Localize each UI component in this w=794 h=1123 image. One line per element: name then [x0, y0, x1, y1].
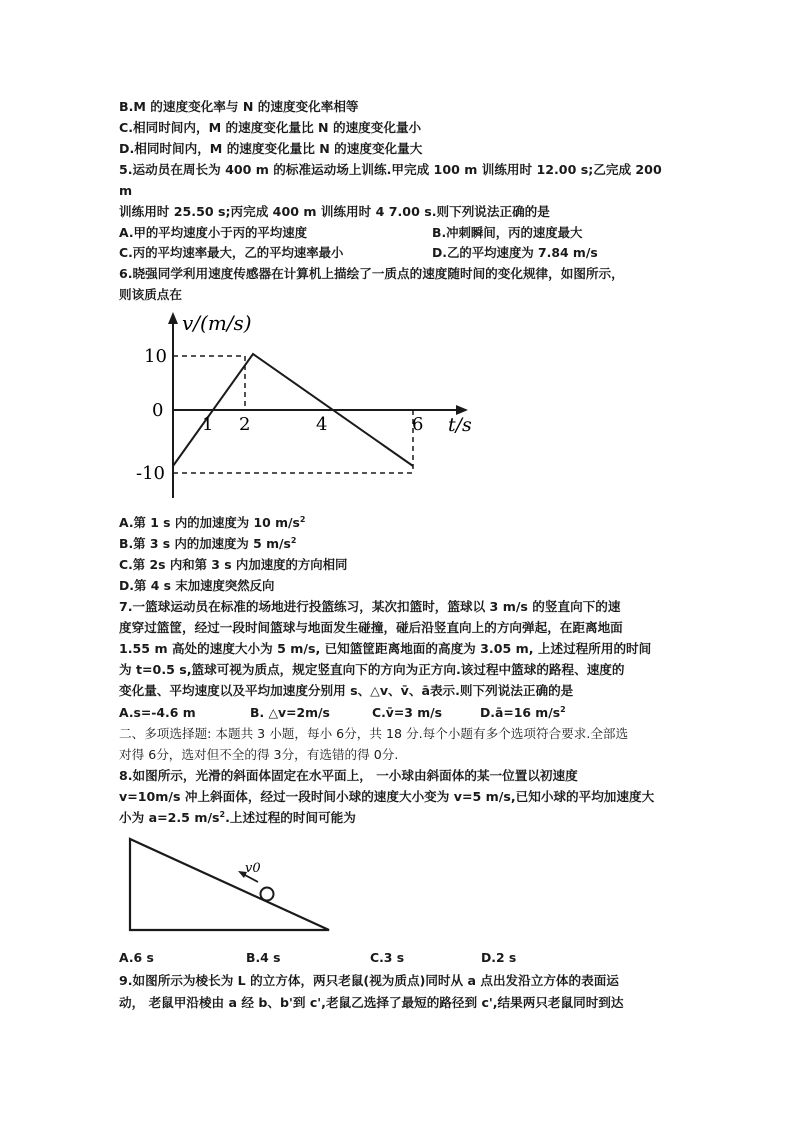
section2-line2: 对得 6分，选对但不全的得 3分，有选错的得 0分.: [119, 747, 399, 762]
x-tick-6: 6: [412, 414, 424, 435]
y-axis-arrow: [168, 312, 178, 324]
q6-option-a: A.第 1 s 内的加速度为 10 $m/s^2$: [119, 514, 306, 530]
q7-option-b: B. △v=2m/s: [250, 705, 330, 720]
x-tick-4: 4: [316, 414, 328, 435]
q6-option-b: B.第 3 s 内的加速度为 5 $m/s^2$: [119, 535, 297, 551]
q6-option-c: C.第 2s 内和第 3 s 内加速度的方向相同: [119, 557, 348, 572]
q6-stem-line2: 则该质点在: [119, 287, 182, 302]
q7-line2: 度穿过篮筐，经过一段时间篮球与地面发生碰撞，碰后沿竖直向上的方向弹起，在距离地面: [119, 620, 623, 635]
q8-line3: 小为 a=2.5 $m/s^2$.上述过程的时间可能为: [119, 809, 356, 825]
incline-triangle: [130, 839, 329, 930]
y-tick-10: 10: [144, 346, 167, 367]
q7-option-a: A.s=-4.6 m: [119, 705, 196, 720]
q7-line3: 1.55 m 高处的速度大小为 5 m/s, 已知篮筐距离地面的高度为 3.05 m, 上述过程所用的时间: [119, 641, 652, 656]
q5-stem-line1: 5.运动员在周长为 400 m 的标准运动场上训练.甲完成 100 m 训练用时 12.00 s;乙完成 200: [119, 162, 662, 177]
ball: [261, 888, 274, 901]
x-axis-label: t/s: [448, 414, 472, 436]
v0-label: v0: [245, 861, 261, 876]
y-tick-neg10: -10: [136, 463, 165, 484]
x-tick-1: 1: [202, 414, 214, 435]
q9-line1: 9.如图所示为棱长为 L 的立方体，两只老鼠(视为质点)同时从 a 点出发沿立方体的表面运: [119, 973, 619, 988]
q8-option-d: D.2 s: [481, 950, 517, 965]
q7-line5: 变化量、平均速度以及平均加速度分别用 s、△v、v̄、ā表示.则下列说法正确的是: [119, 683, 574, 698]
q7-option-d: D.ā=16 $m/s^2$: [480, 704, 566, 720]
q5-stem-line3: 训练用时 25.50 s;丙完成 400 m 训练用时 4 7.00 s.则下列说法正确的是: [119, 204, 550, 219]
y-axis-label: v/(m/s): [182, 311, 252, 335]
x-tick-2: 2: [239, 414, 251, 435]
q4-option-c: C.相同时间内，M 的速度变化量比 N 的速度变化量小: [119, 120, 422, 135]
q8-option-b: B.4 s: [246, 950, 281, 965]
q5-option-a: A.甲的平均速度小于丙的平均速度: [119, 225, 307, 240]
velocity-time-graph: [136, 308, 480, 508]
q7-line4: 为 t=0.5 s,篮球可视为质点，规定竖直向下的方向为正方向.该过程中篮球的路程、速度的: [119, 662, 625, 677]
incline-figure: [124, 833, 339, 938]
q7-option-c: C.v̄=3 m/s: [372, 705, 443, 720]
q8-line1: 8.如图所示，光滑的斜面体固定在水平面上， 一小球由斜面体的某一位置以初速度: [119, 768, 578, 783]
y-tick-0: 0: [152, 400, 164, 421]
q8-option-c: C.3 s: [370, 950, 405, 965]
q6-option-d: D.第 4 s 末加速度突然反向: [119, 578, 275, 593]
q4-option-d: D.相同时间内，M 的速度变化量比 N 的速度变化量大: [119, 141, 423, 156]
q9-line2: 动， 老鼠甲沿棱由 a 经 b、b'到 c',老鼠乙选择了最短的路径到 c',结果两只老鼠同时到达: [119, 995, 624, 1010]
q5-option-c: C.丙的平均速率最大，乙的平均速率最小: [119, 245, 344, 260]
q8-option-a: A.6 s: [119, 950, 154, 965]
q5-option-b: B.冲刺瞬间，丙的速度最大: [432, 225, 583, 240]
q5-stem-line2: m: [119, 183, 133, 198]
q7-line1: 7.一篮球运动员在标准的场地进行投篮练习，某次扣篮时，篮球以 3 m/s 的竖直向下的速: [119, 599, 621, 614]
q5-option-d: D.乙的平均速度为 7.84 m/s: [432, 245, 598, 260]
section2-line1: 二、多项选择题: 本题共 3 小题，每小 6分，共 18 分.每个小题有多个选项符合要求.全部选: [119, 726, 629, 741]
q8-line2: v=10m/s 冲上斜面体，经过一段时间小球的速度大小变为 v=5 m/s,已知小球的平均加速度大: [119, 789, 655, 804]
q6-stem-line1: 6.晓强同学利用速度传感器在计算机上描绘了一质点的速度随时间的变化规律，如图所示，: [119, 266, 624, 281]
q4-option-b: B.M 的速度变化率与 N 的速度变化率相等: [119, 99, 359, 114]
